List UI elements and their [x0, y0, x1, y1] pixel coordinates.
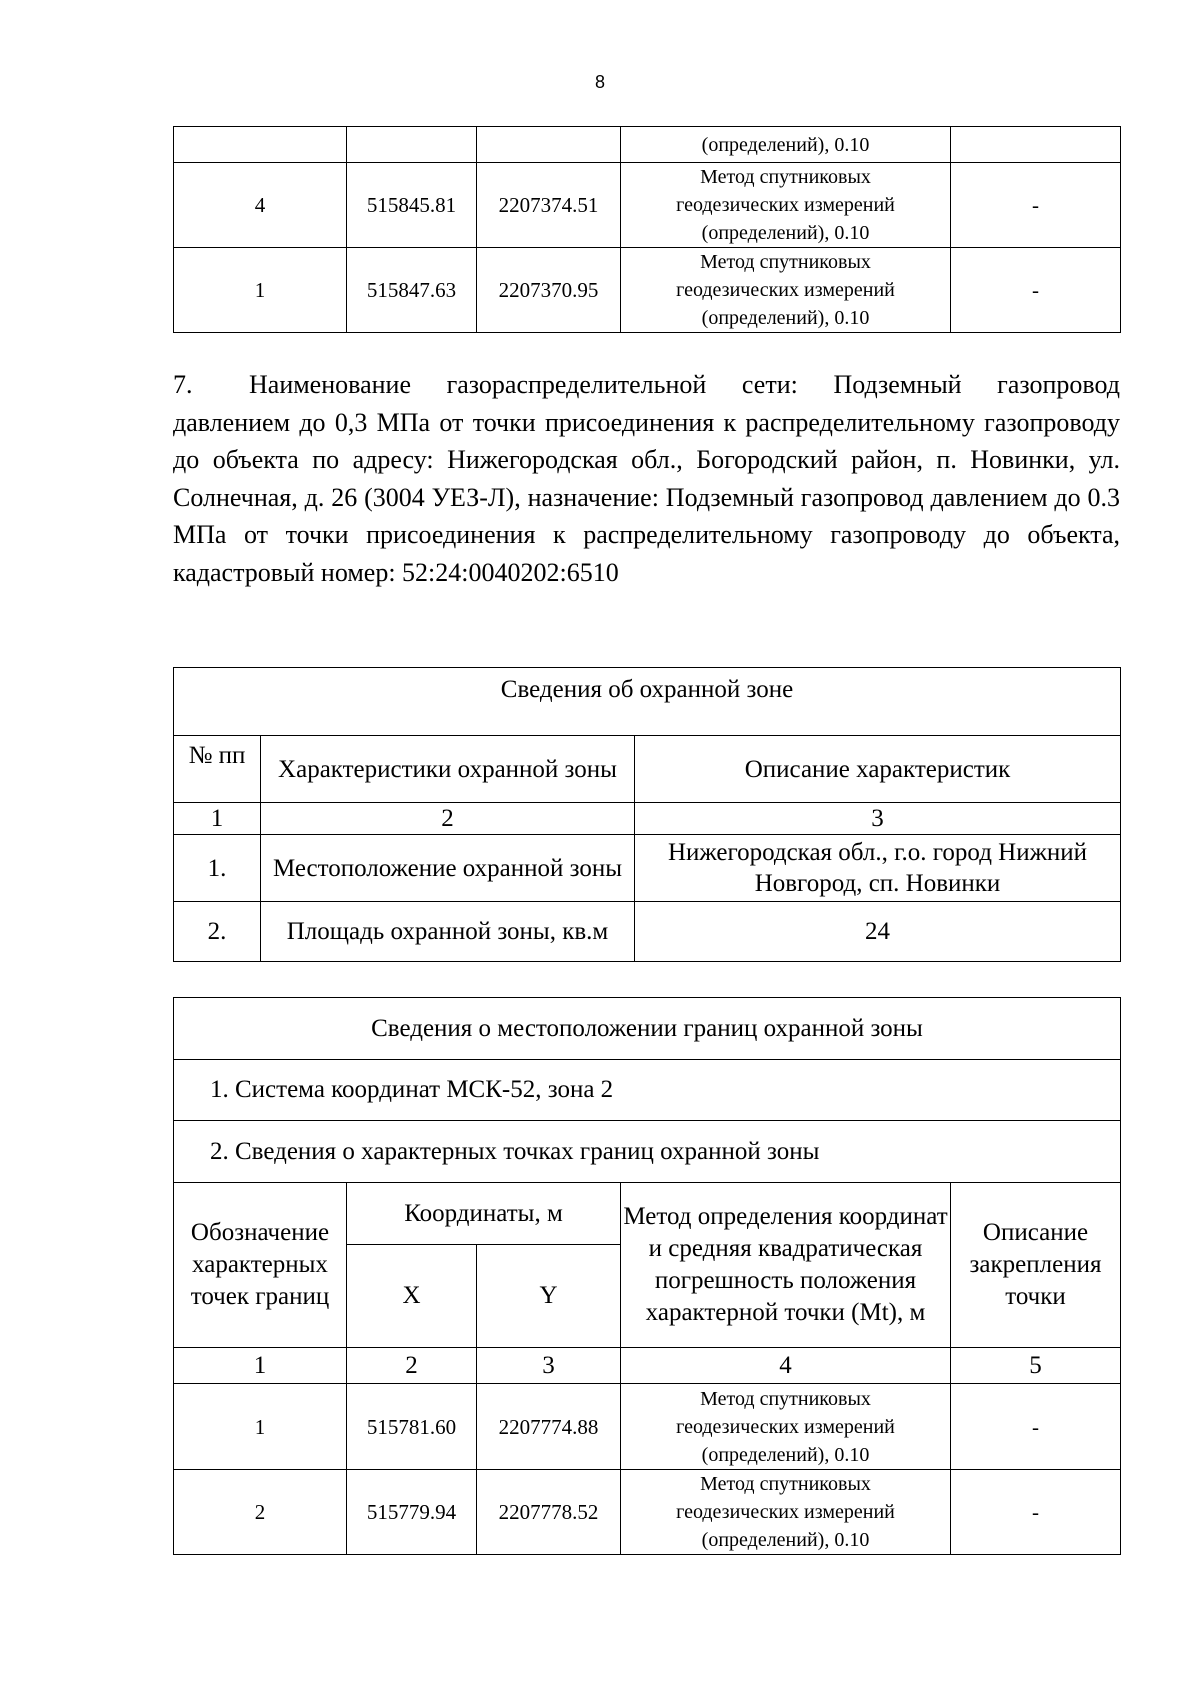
method-line: (определений), 0.10: [701, 222, 870, 244]
table-cell: -: [951, 248, 1121, 333]
method-cell: [621, 248, 951, 333]
table-cell: 4: [621, 1348, 951, 1384]
section-7-paragraph: [173, 366, 1120, 591]
coordinate-system: 1. Система координат МСК-52, зона 2: [174, 1060, 1121, 1121]
table-cell: (определений), 0.10: [621, 127, 951, 163]
method-line: геодезических измерений: [676, 194, 895, 216]
points-title-row: [174, 1121, 1121, 1183]
table-cell: 2207370.95: [477, 248, 621, 333]
table-title: Сведения об охранной зоне: [174, 668, 1121, 736]
table-row: [174, 248, 1121, 333]
table-title-row: [174, 668, 1121, 736]
column-header: Характеристики охранной зоны: [261, 736, 635, 803]
table-cell: 515781.60: [347, 1384, 477, 1470]
table-title: Сведения о местоположении границ охранной зоны: [174, 998, 1121, 1060]
table-cell: 2207778.52: [477, 1470, 621, 1555]
table-cell: 515845.81: [347, 163, 477, 248]
coordinates-table-continuation: [173, 126, 1121, 333]
table-cell: 2: [347, 1348, 477, 1384]
protection-zone-info-table: [173, 667, 1121, 962]
table-index-row: [174, 803, 1121, 835]
table-index-row: [174, 1348, 1121, 1384]
table-cell: 2207774.88: [477, 1384, 621, 1470]
boundary-points-table: [173, 997, 1121, 1555]
table-header-row: [174, 736, 1121, 803]
method-cell: [621, 163, 951, 248]
method-line: геодезических измерений: [676, 1501, 895, 1523]
table-cell: Местоположение охранной зоны: [261, 835, 635, 902]
table-cell: 515779.94: [347, 1470, 477, 1555]
table-cell: 515847.63: [347, 248, 477, 333]
table-row: [174, 1470, 1121, 1555]
table-cell: -: [951, 1470, 1121, 1555]
table-cell: [347, 127, 477, 163]
method-cell: [621, 1384, 951, 1470]
table-row: [174, 835, 1121, 902]
section-number: 7.: [173, 370, 193, 399]
table-row: [174, 163, 1121, 248]
column-header-point: Обозначение характерных точек границ: [174, 1183, 347, 1348]
table-cell: 1: [174, 1384, 347, 1470]
table-row: [174, 1384, 1121, 1470]
method-line: (определений), 0.10: [701, 307, 870, 329]
table-cell: 3: [477, 1348, 621, 1384]
table-cell: 2: [174, 1470, 347, 1555]
column-header-fixing: Описание закрепления точки: [951, 1183, 1121, 1348]
table-cell: Нижегородская обл., г.о. город Нижний Новгород, сп. Новинки: [635, 835, 1121, 902]
column-header-x: X: [347, 1245, 477, 1348]
table-row: [174, 902, 1121, 962]
method-line: Метод спутниковых: [700, 166, 871, 188]
table-cell: 3: [635, 803, 1121, 835]
table-cell: 1: [174, 1348, 347, 1384]
table-cell: -: [951, 1384, 1121, 1470]
table-cell: Площадь охранной зоны, кв.м: [261, 902, 635, 962]
method-line: геодезических измерений: [676, 1415, 895, 1438]
table-cell: 2: [261, 803, 635, 835]
table-cell: [951, 127, 1121, 163]
table-cell: 4: [174, 163, 347, 248]
method-line: (определений), 0.10: [701, 1529, 870, 1551]
table-cell: 1: [174, 248, 347, 333]
table-cell: 2.: [174, 902, 261, 962]
table-cell: 2207374.51: [477, 163, 621, 248]
table-header-row: [174, 1183, 1121, 1245]
method-line: геодезических измерений: [676, 279, 895, 301]
page-number: 8: [594, 72, 605, 92]
table-cell: [174, 127, 347, 163]
points-title: 2. Сведения о характерных точках границ охранной зоны: [174, 1121, 1121, 1183]
column-header: Описание характеристик: [635, 736, 1121, 803]
column-header-y: Y: [477, 1245, 621, 1348]
table-row: [174, 127, 1121, 163]
table-cell: 5: [951, 1348, 1121, 1384]
column-header-coordinates: Координаты, м: [347, 1183, 621, 1245]
table-cell: 1.: [174, 835, 261, 902]
table-cell: -: [951, 163, 1121, 248]
table-cell: [477, 127, 621, 163]
method-line: Метод спутниковых: [700, 1387, 871, 1410]
table-title-row: [174, 998, 1121, 1060]
method-line: Метод спутниковых: [700, 1473, 871, 1495]
method-cell: [621, 1470, 951, 1555]
table-cell: 24: [635, 902, 1121, 962]
column-header-method: Метод определения координат и средняя квадратическая погрешность положения характерной точки (Mt), м: [621, 1183, 951, 1348]
section-text: Наименование газораспределительной сети: Подземный газопровод давлением до 0,3 МПа от точки присоединения к распределительному газопроводу до объекта по адресу: Нижегородская обл., Богородский район, п. Новинки, ул. Солнечная, д. 26 (3004 УЕЗ-Л), назначение: Подземный газопровод давлением до 0.3 МПа от точки присоединения к распределительному газопроводу до объекта, кадастровый номер: 52:24:0040202:6510: [173, 370, 1120, 587]
method-line: Метод спутниковых: [700, 251, 871, 273]
table-cell: 1: [174, 803, 261, 835]
method-line: (определений), 0.10: [701, 1443, 870, 1466]
coordinate-system-row: [174, 1060, 1121, 1121]
column-header: № пп: [174, 736, 261, 803]
